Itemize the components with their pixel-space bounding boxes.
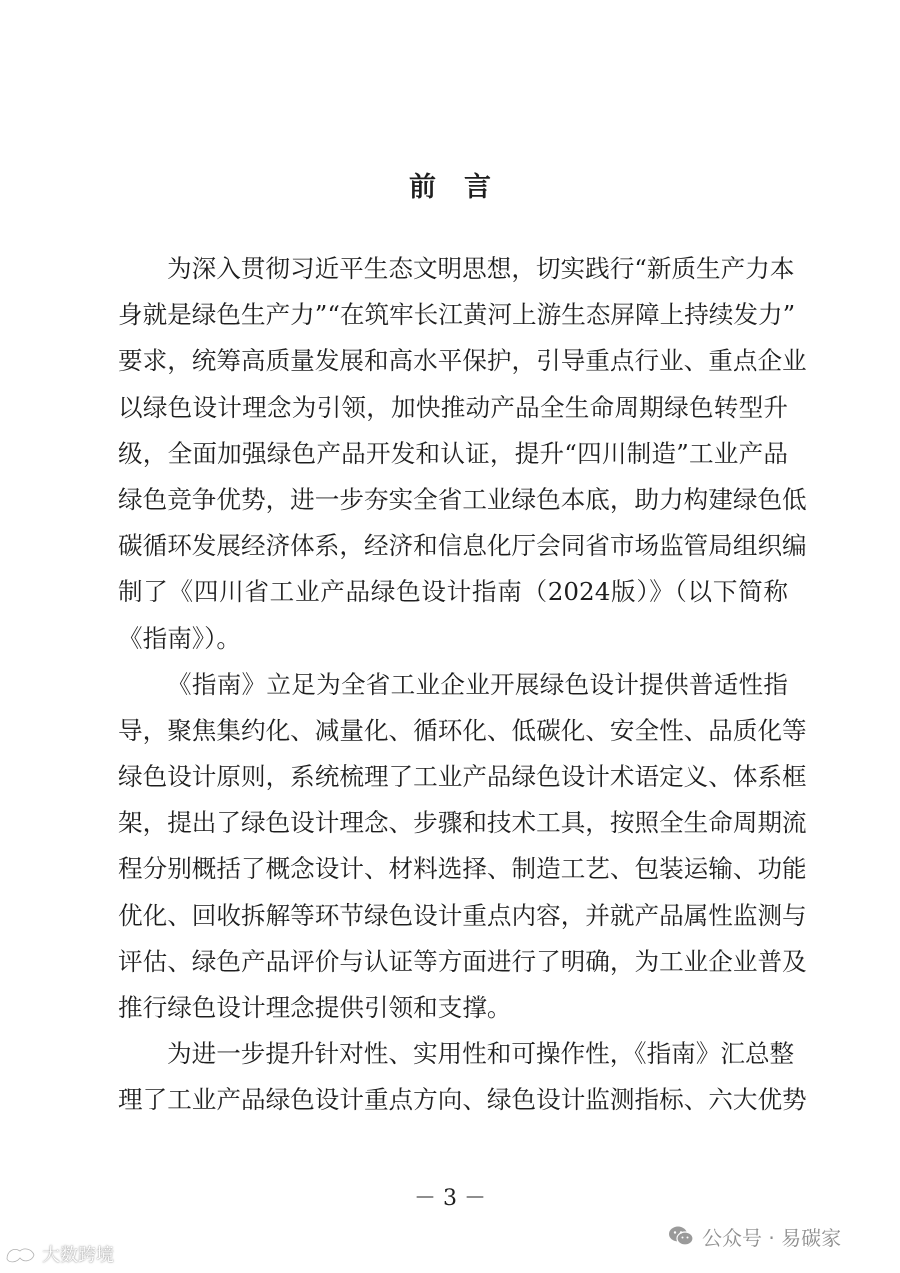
brand-logo-icon: [4, 1243, 38, 1265]
paragraph-1-line-9: 《指南》）。: [118, 623, 241, 653]
paragraph-2-line-3: 绿色设计原则，系统梳理了工业产品绿色设计术语定义、体系框: [118, 762, 807, 792]
body-text: [118, 246, 807, 1124]
paragraph-3-line-1: 为进一步提升针对性、实用性和可操作性，《指南》汇总整: [167, 1039, 795, 1069]
page-number: － 3 －: [414, 1186, 486, 1211]
watermark-right: [668, 1220, 841, 1252]
paragraph-2-line-1: 《指南》立足为全省工业企业开展绿色设计提供普适性指: [167, 669, 788, 699]
watermark-left-text: 大数跨境: [42, 1245, 114, 1266]
watermark-left: [4, 1240, 114, 1268]
paragraph-1-line-2: 身就是绿色生产力”“在筑牢长江黄河上游生态屏障上持续发力”: [118, 300, 796, 330]
paragraph-1-line-3: 要求，统筹高质量发展和高水平保护，引导重点行业、重点企业: [118, 346, 807, 376]
paragraph-1-line-8: 制了《四川省工业产品绿色设计指南（2024版）》（以下简称: [118, 577, 788, 607]
paragraph-1-line-6: 绿色竞争优势，进一步夯实全省工业绿色本底，助力构建绿色低: [118, 484, 807, 514]
paragraph-2-line-2: 导，聚焦集约化、减量化、循环化、低碳化、安全性、品质化等: [118, 715, 807, 745]
watermark-right-text: 公众号 · 易碳家: [702, 1225, 842, 1250]
page-title: 前言: [409, 172, 519, 203]
wechat-icon: [668, 1225, 694, 1247]
paragraph-1-line-7: 碳循环发展经济体系，经济和信息化厅会同省市场监管局组织编: [118, 531, 807, 561]
paragraph-2-line-4: 架，提出了绿色设计理念、步骤和技术工具，按照全生命周期流: [118, 808, 807, 838]
paragraph-1-line-5: 级，全面加强绿色产品开发和认证，提升“四川制造”工业产品: [118, 438, 788, 468]
paragraph-2-line-6: 优化、回收拆解等环节绿色设计重点内容，并就产品属性监测与: [118, 900, 807, 930]
paragraph-2-line-5: 程分别概括了概念设计、材料选择、制造工艺、包装运输、功能: [118, 854, 807, 884]
paragraph-1-line-1: 为深入贯彻习近平生态文明思想，切实践行“新质生产力本: [167, 254, 795, 283]
paragraph-3-line-2: 理了工业产品绿色设计重点方向、绿色设计监测指标、六大优势: [118, 1085, 807, 1115]
paragraph-1-line-4: 以绿色设计理念为引领，加快推动产品全生命周期绿色转型升: [118, 392, 788, 422]
paragraph-2-line-7: 评估、绿色产品评价与认证等方面进行了明确，为工业企业普及: [118, 946, 807, 976]
paragraph-2-line-8: 推行绿色设计理念提供引领和支撑。: [118, 993, 512, 1022]
